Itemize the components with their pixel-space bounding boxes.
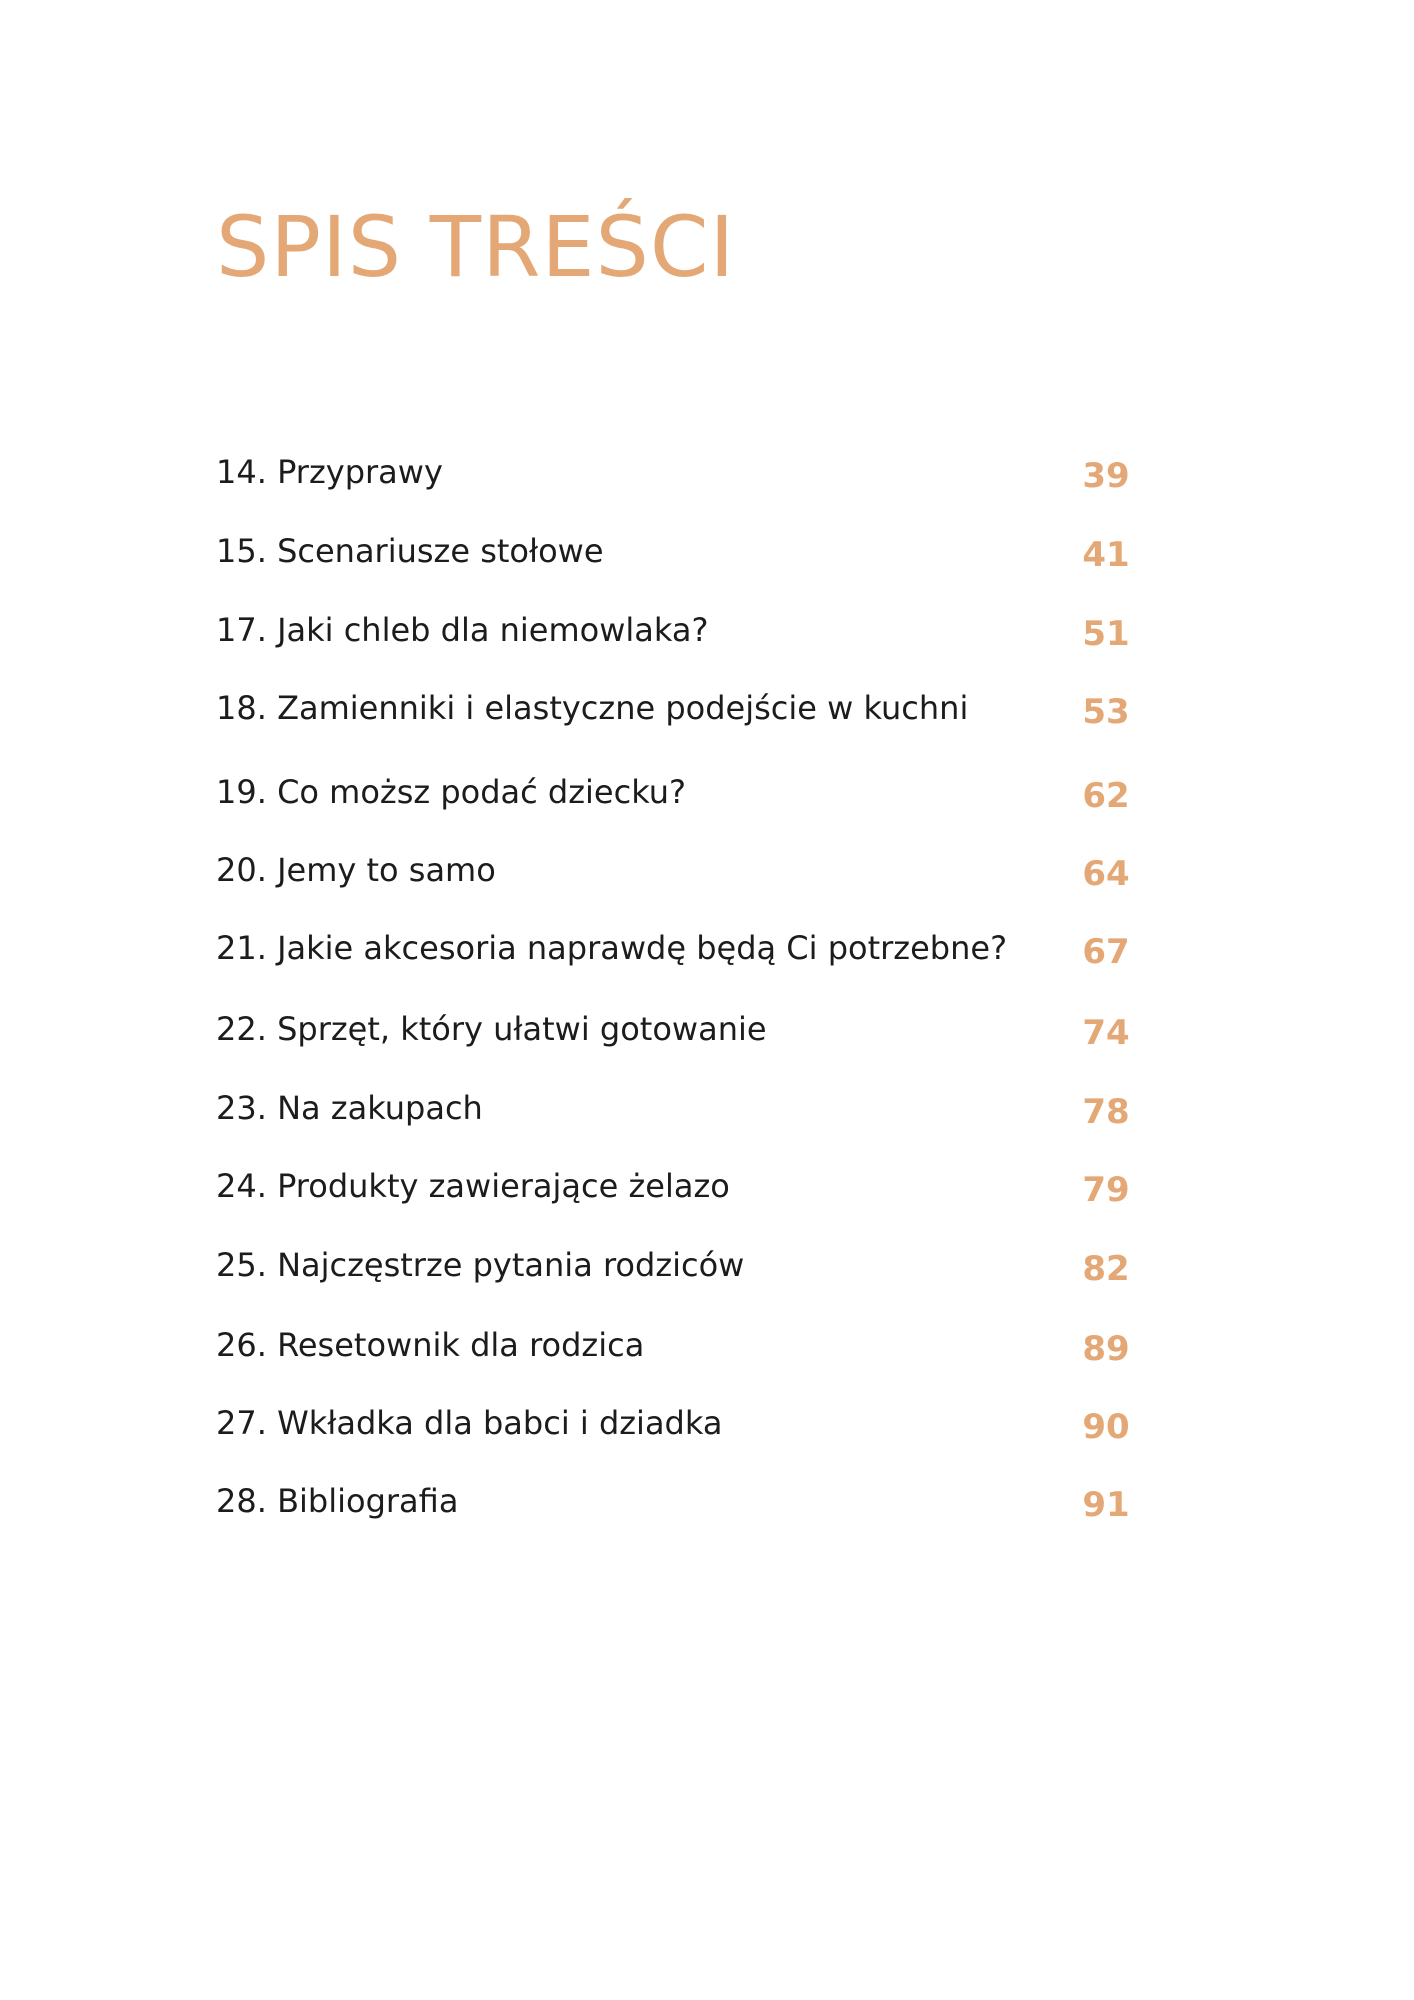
toc-entry-label: 26. Resetownik dla rodzica [216,1326,645,1364]
toc-entry-label: 28. Bibliografia [216,1482,459,1520]
toc-entry-page-number: 89 [1082,1329,1130,1369]
toc-entry-label: 15. Scenariusze stołowe [216,532,604,570]
toc-entry-label: 21. Jakie akcesoria naprawdę będą Ci potrzebne? [216,929,1008,967]
toc-entry[interactable] [216,447,1146,497]
toc-entry-label: 17. Jaki chleb dla niemowlaka? [216,611,709,649]
toc-entry-label: 14. Przyprawy [216,453,443,491]
toc-entry[interactable] [216,845,1146,895]
toc-entry[interactable] [216,767,1146,817]
toc-entry-label: 24. Produkty zawierające żelazo [216,1167,730,1205]
toc-entry[interactable] [216,1398,1146,1448]
toc-entry-page-number: 78 [1082,1092,1130,1132]
toc-entry-page-number: 90 [1082,1407,1130,1447]
toc-entry[interactable] [216,1476,1146,1526]
page-title: SPIS TREŚCI [216,198,736,296]
toc-entry-page-number: 74 [1082,1013,1130,1053]
toc-entry-label: 25. Najczęstrze pytania rodziców [216,1246,745,1284]
toc-entry[interactable] [216,1004,1146,1054]
toc-entry-label: 18. Zamienniki i elastyczne podejście w kuchni [216,689,969,727]
toc-entry-page-number: 67 [1082,932,1130,972]
toc-entry-page-number: 64 [1082,854,1130,894]
toc-entry-page-number: 51 [1082,614,1130,654]
toc-entry[interactable] [216,683,1146,733]
table-of-contents [216,0,1146,2000]
toc-entry[interactable] [216,1083,1146,1133]
toc-entry-page-number: 53 [1082,692,1130,732]
toc-entry-page-number: 82 [1082,1249,1130,1289]
toc-entry-label: 19. Co moższ podać dziecku? [216,773,687,811]
toc-entry-label: 27. Wkładka dla babci i dziadka [216,1404,723,1442]
toc-entry-page-number: 39 [1082,456,1130,496]
toc-entry[interactable] [216,526,1146,576]
toc-entry-page-number: 62 [1082,776,1130,816]
toc-entry-page-number: 91 [1082,1485,1130,1525]
toc-entry[interactable] [216,923,1146,973]
toc-entry[interactable] [216,1161,1146,1211]
toc-entry-label: 23. Na zakupach [216,1089,483,1127]
toc-entry[interactable] [216,605,1146,655]
toc-entry[interactable] [216,1320,1146,1370]
toc-entry-page-number: 41 [1082,535,1130,575]
toc-entry-label: 20. Jemy to samo [216,851,496,889]
toc-entry-page-number: 79 [1082,1170,1130,1210]
toc-entry[interactable] [216,1240,1146,1290]
toc-entry-label: 22. Sprzęt, który ułatwi gotowanie [216,1010,767,1048]
